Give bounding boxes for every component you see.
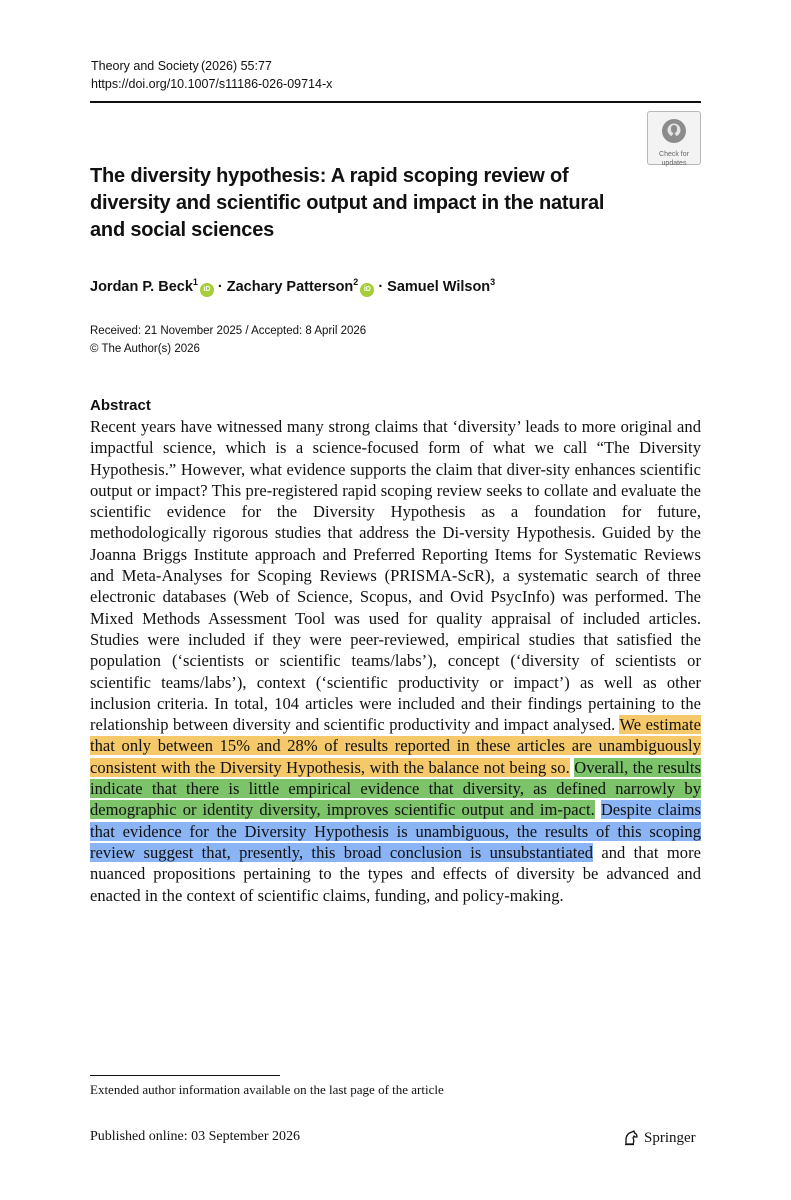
badge-label-1: Check for [659, 151, 689, 158]
author-affiliation-sup: 2 [353, 277, 359, 287]
author-name[interactable]: Jordan P. Beck [90, 279, 193, 295]
orcid-icon[interactable]: iD [360, 283, 374, 297]
footnote: Extended author information available on the last page of the article [90, 1082, 444, 1097]
publisher-name: Springer [644, 1130, 696, 1146]
received-accepted-dates: Received: 21 November 2025 / Accepted: 8 April 2026 [90, 325, 367, 337]
header-divider [90, 101, 701, 103]
check-for-updates-icon [660, 117, 688, 145]
badge-label-2: updates [661, 159, 687, 167]
journal-line [91, 57, 332, 75]
copyright-line: © The Author(s) 2026 [90, 343, 200, 355]
footnote-divider [90, 1075, 280, 1076]
author-name[interactable]: Samuel Wilson [387, 279, 491, 295]
abstract-text-end: and that more nuanced propositions pertaining to the types and effects of diversity be advanced and enacted in the context of scientific claims, funding, and policy-making. [90, 842, 701, 905]
author-affiliation-sup: 1 [192, 277, 198, 287]
article-title: The diversity hypothesis: A rapid scoping review of diversity and scientific output and impact in the natural and social sciences [90, 165, 605, 241]
author-separator: · [217, 279, 223, 295]
highlight-green: Overall, the results indicate that there is little empirical evidence that diversity, as defined narrowly by demographic or identity diversity, improves scientific output and im-pact. [90, 757, 701, 820]
author-list [90, 271, 495, 298]
orcid-icon[interactable]: iD [200, 283, 214, 297]
highlight-blue: Despite claims that evidence for the Diversity Hypothesis is unambiguous, the results of this scoping review suggest that, presently, this broad conclusion is unsubstantiated [90, 800, 701, 862]
highlight-yellow: We estimate that only between 15% and 28% of results reported in these articles are unambiguously consistent with the Diversity Hypothesis, with the balance not being so. [90, 715, 701, 777]
author-separator: · [378, 279, 384, 295]
article-header [91, 57, 332, 93]
springer-horse-icon [622, 1129, 640, 1147]
author-affiliation-sup: 3 [490, 277, 496, 287]
abstract-text: Recent years have witnessed many strong claims that ‘diversity’ leads to more original and impactful science, which is a science-focused form of what we call “The Diversity Hypothesis.” However, what evidence supports the claim that diver-sity enhances scientific output or impact? This pre-registered rapid scoping review seeks to collate and evaluate the scientific evidence for the Diversity Hypothesis as a foundation for future, methodologically rigorous studies that address the Di-versity Hypothesis. Guided by the Joanna Briggs Institute approach and Preferred Reporting Items for Systematic Reviews and Meta-Analyses for Scoping Reviews (PRISMA-ScR), a systematic search of three electronic databases (Web of Science, Scopus, and Ovid PsycInfo) was performed. The Mixed Methods Assessment Tool was used for quality appraisal of included articles. Studies were included if they were peer-reviewed, empirical studies that satisfied the population (‘scientists or scientific teams/labs’), concept (‘diversity of scientists or scientific teams/labs’), context (‘scientific productivity or impact’) as well as other inclusion criteria. In total, 104 articles were included and their findings pertaining to the relationship between diversity and scientific productivity and impact analysed. [90, 417, 701, 735]
abstract-heading: Abstract [90, 397, 151, 414]
published-date: Published online: 03 September 2026 [90, 1129, 300, 1144]
abstract-body [90, 416, 701, 906]
dates-block [90, 322, 366, 358]
doi-link[interactable]: https://doi.org/10.1007/s11186-026-09714-x [91, 77, 333, 91]
volume-info: (2026) 55:77 [201, 59, 272, 73]
journal-name: Theory and Society [91, 59, 199, 73]
author-name[interactable]: Zachary Patterson [226, 279, 354, 295]
check-for-updates-badge[interactable] [647, 111, 701, 165]
publisher-logo[interactable] [622, 1128, 696, 1148]
